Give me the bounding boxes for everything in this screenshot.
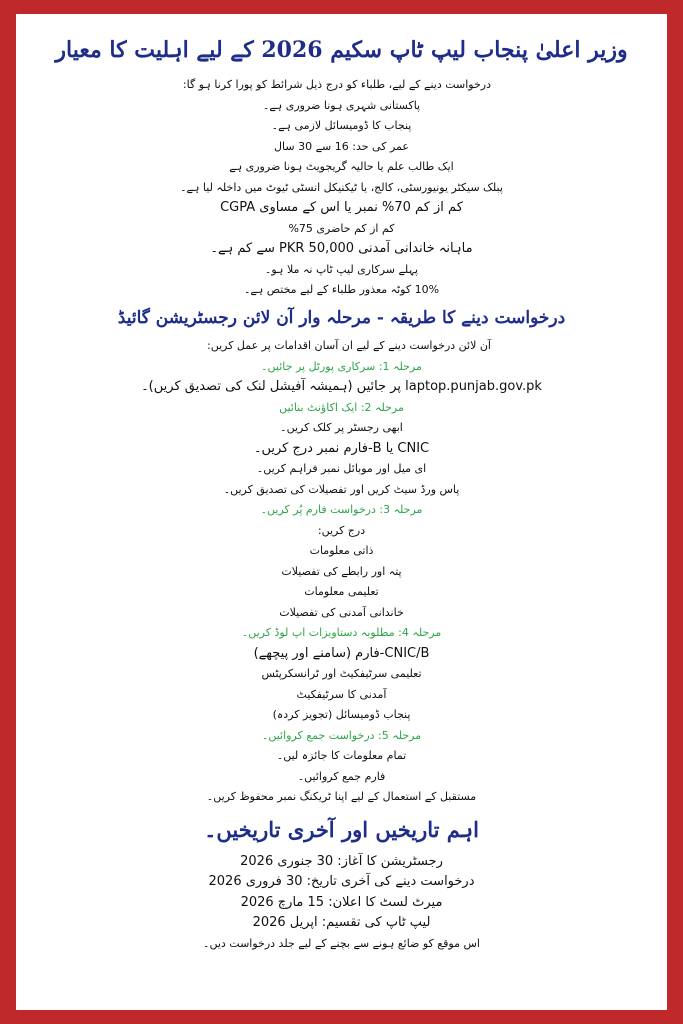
eligibility-item: ایک طالب علم یا حالیہ گریجویٹ ہونا ضروری ہے [229, 160, 454, 174]
eligibility-item: عمر کی حد: 16 سے 30 سال [274, 139, 409, 153]
step-line: ای میل اور موبائل نمبر فراہم کریں۔ [256, 462, 427, 476]
eligibility-item: پبلک سیکٹر یونیورسٹی، کالج، یا ٹیکنیکل انسٹی ٹیوٹ میں داخلہ لیا ہے۔ [180, 180, 503, 194]
eligibility-item: کم از کم 70% نمبر یا اس کے مساوی CGPA [220, 200, 463, 216]
step-line: CNIC/B-فارم (سامنے اور پیچھے) [253, 645, 430, 661]
eligibility-item: ماہانہ خاندانی آمدنی PKR 50,000 سے کم ہے۔ [210, 241, 473, 257]
date-item: میرٹ لسٹ کا اعلان: 15 مارچ 2026 [240, 894, 443, 910]
step-line: درج کریں: [317, 523, 366, 537]
step-line: laptop.punjab.gov.pk پر جائیں (ہمیشہ آفیشل لنک کی تصدیق کریں)۔ [141, 379, 542, 395]
page-title: وزیر اعلیٰ پنجاب لیپ ٹاپ سکیم 2026 کے لیے اہلیت کا معیار [55, 37, 628, 63]
eligibility-item: پاکستانی شہری ہونا ضروری ہے۔ [262, 98, 421, 112]
step-line: تعلیمی سرٹیفکیٹ اور ٹرانسکرپٹس [261, 667, 422, 681]
page-frame [16, 14, 667, 1010]
step-line: فارم جمع کروائیں۔ [297, 769, 386, 783]
dates-heading: اہم تاریخیں اور آخری تاریخیں۔ [204, 816, 479, 842]
step-title: مرحلہ 3: درخواست فارم پُر کریں۔ [260, 503, 423, 517]
step-line: CNIC یا B-فارم نمبر درج کریں۔ [253, 440, 430, 456]
registration-heading: درخواست دینے کا طریقہ - مرحلہ وار آن لائن رجسٹریشن گائیڈ [117, 307, 566, 328]
eligibility-item: کم از کم حاضری 75% [288, 221, 395, 235]
eligibility-item: پہلے سرکاری لیپ ٹاپ نہ ملا ہو۔ [264, 262, 419, 276]
step-title: مرحلہ 4: مطلوبہ دستاویزات اپ لوڈ کریں۔ [241, 626, 442, 640]
date-item: درخواست دینے کی آخری تاریخ: 30 فروری 2026 [208, 874, 475, 890]
step-line: تمام معلومات کا جائزہ لیں۔ [276, 749, 407, 763]
step-line: مستقبل کے استعمال کے لیے اپنا ٹریکنگ نمبر محفوظ کریں۔ [206, 790, 477, 804]
step-line: پنجاب ڈومیسائل (تجویز کردہ) [272, 708, 411, 722]
step-line: تعلیمی معلومات [304, 585, 379, 599]
step-title: مرحلہ 2: ایک اکاؤنٹ بنائیں [279, 400, 404, 414]
date-item: لیپ ٹاپ کی تقسیم: اپریل 2026 [252, 915, 431, 931]
registration-intro: آن لائن درخواست دینے کے لیے ان آسان اقدامات پر عمل کریں: [206, 339, 491, 353]
step-line: ابھی رجسٹر پر کلک کریں۔ [280, 421, 403, 435]
step-line: آمدنی کا سرٹیفکیٹ [296, 687, 387, 701]
step-line: ذاتی معلومات [309, 544, 374, 558]
step-title: مرحلہ 1: سرکاری پورٹل پر جائیں۔ [261, 359, 422, 373]
step-line: پتہ اور رابطے کی تفصیلات [281, 564, 402, 578]
date-item: رجسٹریشن کا آغاز: 30 جنوری 2026 [240, 853, 443, 869]
step-line: پاس ورڈ سیٹ کریں اور تفصیلات کی تصدیق کریں۔ [223, 482, 460, 496]
eligibility-item: پنجاب کا ڈومیسائل لازمی ہے۔ [271, 119, 412, 133]
step-title: مرحلہ 5: درخواست جمع کروائیں۔ [261, 728, 422, 742]
document-body [16, 14, 667, 954]
eligibility-item: 10% کوٹہ معذور طلباء کے لیے مختص ہے۔ [243, 283, 440, 297]
step-line: خاندانی آمدنی کی تفصیلات [279, 605, 404, 619]
eligibility-intro: درخواست دینے کے لیے، طلباء کو درج ذیل شرائط کو پورا کرنا ہو گا: [182, 78, 491, 92]
date-closing-note: اس موقع کو ضائع ہونے سے بچنے کے لیے جلد درخواست دیں۔ [203, 936, 480, 950]
